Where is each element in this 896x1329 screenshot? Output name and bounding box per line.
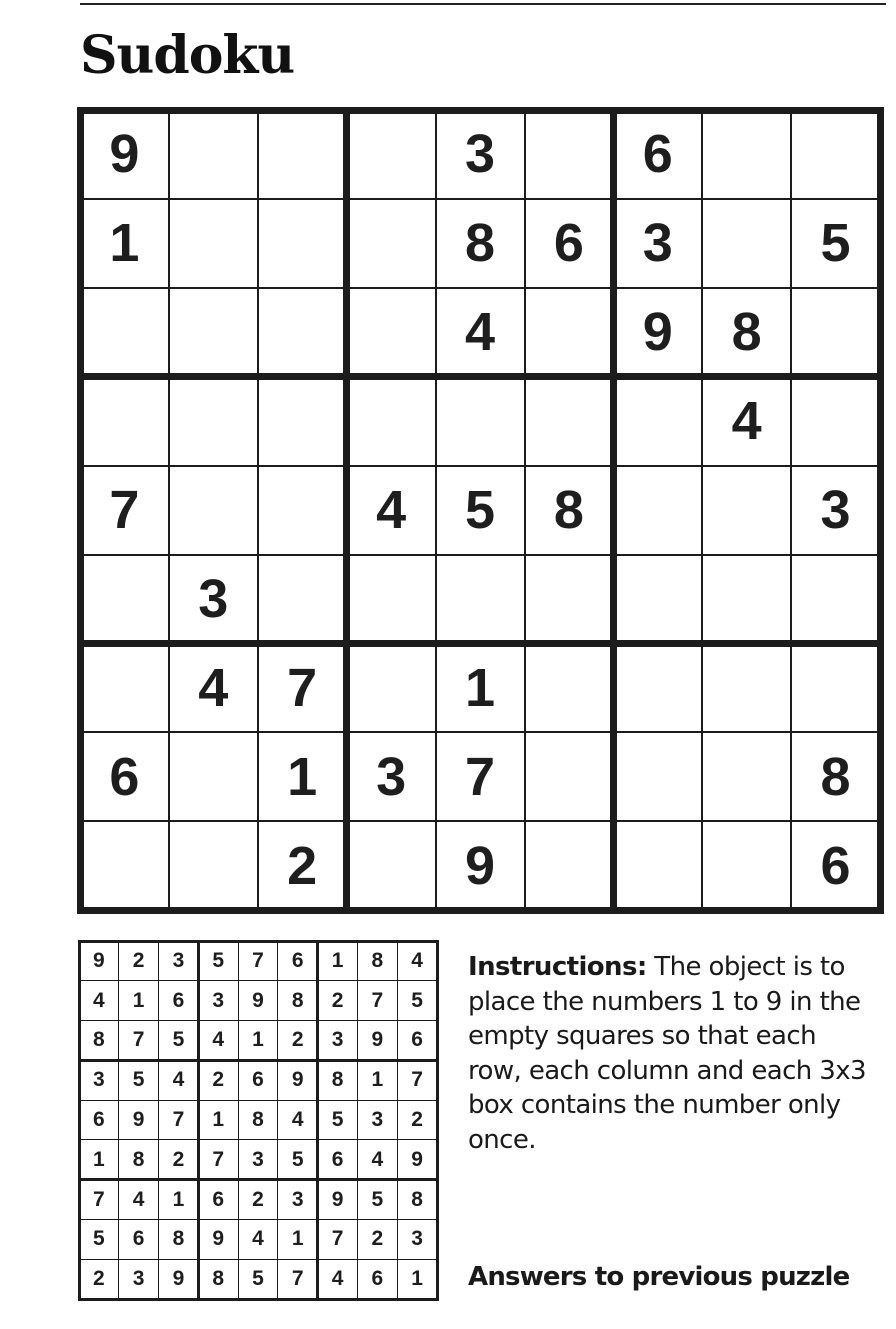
- puzzle-cell[interactable]: [527, 557, 610, 640]
- puzzle-cell[interactable]: [439, 380, 522, 463]
- puzzle-cell[interactable]: [794, 646, 877, 729]
- puzzle-cell[interactable]: [705, 824, 788, 907]
- cell-border-h: [77, 198, 884, 200]
- puzzle-cell: 4: [376, 479, 407, 540]
- puzzle-cell[interactable]: [527, 113, 610, 196]
- answer-cell: 2: [331, 988, 344, 1012]
- puzzle-cell[interactable]: [172, 735, 255, 818]
- answer-cell: 3: [132, 1267, 145, 1291]
- puzzle-cell: 8: [820, 746, 851, 807]
- answer-cell: 3: [371, 1107, 384, 1131]
- puzzle-cell[interactable]: [83, 291, 166, 374]
- answer-cell: 4: [411, 948, 423, 972]
- puzzle-cell[interactable]: [705, 646, 788, 729]
- puzzle-cell[interactable]: [261, 291, 344, 374]
- puzzle-cell: 7: [287, 657, 318, 718]
- answer-cell: 1: [93, 1147, 105, 1171]
- puzzle-cell: 6: [642, 124, 673, 185]
- answer-cell: 9: [172, 1267, 185, 1291]
- answer-cell: 6: [93, 1107, 105, 1131]
- puzzle-cell[interactable]: [705, 735, 788, 818]
- answer-cell: 2: [172, 1147, 185, 1171]
- answer-cell: 5: [172, 1028, 185, 1052]
- answer-cell: 3: [252, 1147, 264, 1171]
- answer-cell: 2: [371, 1227, 384, 1251]
- answer-cell: 2: [132, 948, 145, 972]
- puzzle-cell: 9: [642, 302, 673, 363]
- answer-cell: 8: [331, 1068, 344, 1092]
- puzzle-cell: 7: [464, 746, 495, 807]
- puzzle-cell[interactable]: [616, 380, 699, 463]
- puzzle-cell: 3: [464, 124, 495, 185]
- answer-cell: 9: [252, 988, 264, 1012]
- answer-cell: 6: [411, 1028, 423, 1052]
- puzzle-cell[interactable]: [350, 113, 433, 196]
- answer-cell: 8: [291, 988, 304, 1012]
- answer-cell: 1: [252, 1028, 264, 1052]
- puzzle-cell[interactable]: [261, 380, 344, 463]
- answer-cell: 1: [212, 1107, 225, 1131]
- answer-cell: 5: [331, 1107, 344, 1131]
- puzzle-cell[interactable]: [616, 735, 699, 818]
- puzzle-cell: 9: [464, 835, 495, 896]
- answer-cell: 9: [411, 1147, 423, 1171]
- puzzle-cell: 7: [109, 479, 140, 540]
- answer-cell: 3: [93, 1068, 105, 1092]
- answer-cell: 4: [371, 1147, 384, 1171]
- answers-label: Answers to previous puzzle: [468, 1262, 850, 1292]
- puzzle-cell: 3: [198, 568, 229, 629]
- cell-border-h: [77, 287, 884, 289]
- answer-cell: 5: [93, 1227, 105, 1251]
- answer-cell: 8: [132, 1147, 145, 1171]
- instructions-heading: Instructions:: [468, 952, 647, 982]
- answer-cell: 7: [172, 1107, 185, 1131]
- answer-cell: 1: [291, 1227, 304, 1251]
- puzzle-cell[interactable]: [439, 557, 522, 640]
- box-border-v: [436, 940, 439, 1301]
- puzzle-cell[interactable]: [83, 824, 166, 907]
- answer-cell: 4: [172, 1068, 185, 1092]
- answer-cell: 3: [212, 988, 225, 1012]
- puzzle-cell[interactable]: [261, 202, 344, 285]
- answer-cell: 9: [371, 1028, 384, 1052]
- answer-cell: 9: [212, 1227, 225, 1251]
- puzzle-cell[interactable]: [616, 646, 699, 729]
- puzzle-cell: 6: [553, 213, 584, 274]
- puzzle-cell[interactable]: [172, 113, 255, 196]
- answer-cell: 6: [252, 1068, 264, 1092]
- answer-cell: 4: [252, 1227, 264, 1251]
- answer-cell: 5: [212, 948, 225, 972]
- puzzle-cell[interactable]: [705, 202, 788, 285]
- puzzle-cell[interactable]: [616, 469, 699, 552]
- answer-cell: 4: [291, 1107, 304, 1131]
- answer-cell: 1: [411, 1267, 423, 1291]
- puzzle-cell: 5: [820, 213, 851, 274]
- answer-grid: [79, 941, 440, 1302]
- answer-cell: 7: [252, 948, 264, 972]
- puzzle-cell[interactable]: [350, 202, 433, 285]
- puzzle-cell[interactable]: [527, 824, 610, 907]
- puzzle-cell[interactable]: [794, 557, 877, 640]
- answer-cell: 8: [172, 1227, 185, 1251]
- answer-cell: 3: [291, 1187, 304, 1211]
- answer-cell: 6: [172, 988, 185, 1012]
- answer-cell: 1: [331, 948, 344, 972]
- answer-cell: 7: [212, 1147, 225, 1171]
- puzzle-cell[interactable]: [350, 646, 433, 729]
- answer-cell: 7: [93, 1187, 105, 1211]
- answer-cell: 7: [291, 1267, 304, 1291]
- puzzle-cell: 8: [464, 213, 495, 274]
- cell-border-v: [701, 107, 703, 914]
- answer-cell: 2: [252, 1187, 264, 1211]
- puzzle-cell[interactable]: [172, 380, 255, 463]
- answer-cell: 6: [212, 1187, 225, 1211]
- puzzle-cell: 8: [731, 302, 762, 363]
- puzzle-cell: 2: [287, 835, 318, 896]
- answer-cell: 8: [212, 1267, 225, 1291]
- answer-cell: 5: [371, 1187, 384, 1211]
- instructions: [468, 950, 868, 1157]
- puzzle-cell[interactable]: [616, 824, 699, 907]
- cell-border-h: [77, 731, 884, 733]
- answer-cell: 1: [172, 1187, 185, 1211]
- puzzle-cell: 1: [109, 213, 140, 274]
- puzzle-cell[interactable]: [172, 824, 255, 907]
- puzzle-cell: 5: [464, 479, 495, 540]
- box-border-h: [78, 1298, 439, 1301]
- answer-cell: 2: [212, 1068, 225, 1092]
- answer-cell: 8: [411, 1187, 423, 1211]
- answer-cell: 7: [371, 988, 384, 1012]
- cell-border-v: [435, 107, 437, 914]
- answer-cell: 9: [132, 1107, 145, 1131]
- cell-border-v: [277, 940, 278, 1301]
- puzzle-cell[interactable]: [261, 557, 344, 640]
- answer-cell: 7: [411, 1068, 423, 1092]
- puzzle-cell: 4: [464, 302, 495, 363]
- puzzle-cell: 3: [642, 213, 673, 274]
- puzzle-cell[interactable]: [350, 557, 433, 640]
- puzzle-cell: 1: [464, 657, 495, 718]
- answer-cell: 8: [93, 1028, 105, 1052]
- answer-cell: 6: [291, 948, 304, 972]
- puzzle-cell[interactable]: [527, 380, 610, 463]
- puzzle-cell: 6: [820, 835, 851, 896]
- puzzle-cell[interactable]: [83, 380, 166, 463]
- answer-cell: 6: [132, 1227, 145, 1251]
- puzzle-cell[interactable]: [705, 557, 788, 640]
- answer-cell: 7: [132, 1028, 145, 1052]
- answer-cell: 3: [411, 1227, 423, 1251]
- puzzle-cell[interactable]: [616, 557, 699, 640]
- puzzle-cell: 4: [731, 391, 762, 452]
- answer-cell: 2: [291, 1028, 304, 1052]
- puzzle-cell: 4: [198, 657, 229, 718]
- puzzle-cell[interactable]: [794, 380, 877, 463]
- instructions-body: The object is to place the numbers 1 to 9 in the empty squares so that each row, each column and each 3x3 box contains the number only once.: [468, 952, 866, 1155]
- puzzle-cell[interactable]: [172, 291, 255, 374]
- answer-cell: 5: [411, 988, 423, 1012]
- cell-border-h: [77, 820, 884, 822]
- puzzle-cell[interactable]: [83, 646, 166, 729]
- answer-cell: 5: [132, 1068, 145, 1092]
- cell-border-v: [168, 107, 170, 914]
- puzzle-cell[interactable]: [794, 291, 877, 374]
- puzzle-cell[interactable]: [794, 113, 877, 196]
- answer-cell: 1: [371, 1068, 384, 1092]
- answer-cell: 6: [331, 1147, 344, 1171]
- answer-cell: 2: [93, 1267, 105, 1291]
- top-rule: [80, 3, 886, 5]
- answer-cell: 3: [172, 948, 185, 972]
- puzzle-cell: 8: [553, 479, 584, 540]
- answer-cell: 6: [371, 1267, 384, 1291]
- puzzle-cell[interactable]: [172, 202, 255, 285]
- cell-border-h: [77, 554, 884, 556]
- cell-border-h: [77, 465, 884, 467]
- answer-cell: 3: [331, 1028, 344, 1052]
- page-title: Sudoku: [80, 25, 295, 86]
- cell-border-v: [257, 107, 259, 914]
- answer-cell: 8: [371, 948, 384, 972]
- puzzle-cell[interactable]: [350, 291, 433, 374]
- puzzle-cell[interactable]: [172, 469, 255, 552]
- answer-cell: 4: [212, 1028, 225, 1052]
- puzzle-cell: 9: [109, 124, 140, 185]
- answer-cell: 2: [411, 1107, 423, 1131]
- cell-border-h: [78, 1139, 439, 1140]
- answer-cell: 1: [132, 988, 145, 1012]
- puzzle-cell: 6: [109, 746, 140, 807]
- answer-cell: 5: [252, 1267, 264, 1291]
- answer-cell: 9: [331, 1187, 344, 1211]
- sudoku-puzzle-grid: [80, 110, 886, 916]
- answer-cell: 8: [252, 1107, 264, 1131]
- puzzle-cell[interactable]: [350, 380, 433, 463]
- puzzle-cell[interactable]: [527, 646, 610, 729]
- cell-border-v: [524, 107, 526, 914]
- answer-cell: 7: [331, 1227, 344, 1251]
- puzzle-cell[interactable]: [705, 113, 788, 196]
- puzzle-cell[interactable]: [527, 291, 610, 374]
- puzzle-cell[interactable]: [83, 557, 166, 640]
- puzzle-cell[interactable]: [527, 735, 610, 818]
- puzzle-cell: 3: [376, 746, 407, 807]
- puzzle-cell[interactable]: [261, 113, 344, 196]
- puzzle-cell[interactable]: [261, 469, 344, 552]
- puzzle-cell[interactable]: [350, 824, 433, 907]
- puzzle-cell: 3: [820, 479, 851, 540]
- answer-cell: 4: [93, 988, 105, 1012]
- puzzle-cell[interactable]: [705, 469, 788, 552]
- answer-cell: 9: [93, 948, 105, 972]
- answer-cell: 5: [291, 1147, 304, 1171]
- answer-cell: 4: [132, 1187, 145, 1211]
- cell-border-v: [790, 107, 792, 914]
- answer-cell: 4: [331, 1267, 344, 1291]
- answer-cell: 9: [291, 1068, 304, 1092]
- puzzle-cell: 1: [287, 746, 318, 807]
- box-border-v: [877, 107, 884, 914]
- box-border-h: [77, 907, 884, 914]
